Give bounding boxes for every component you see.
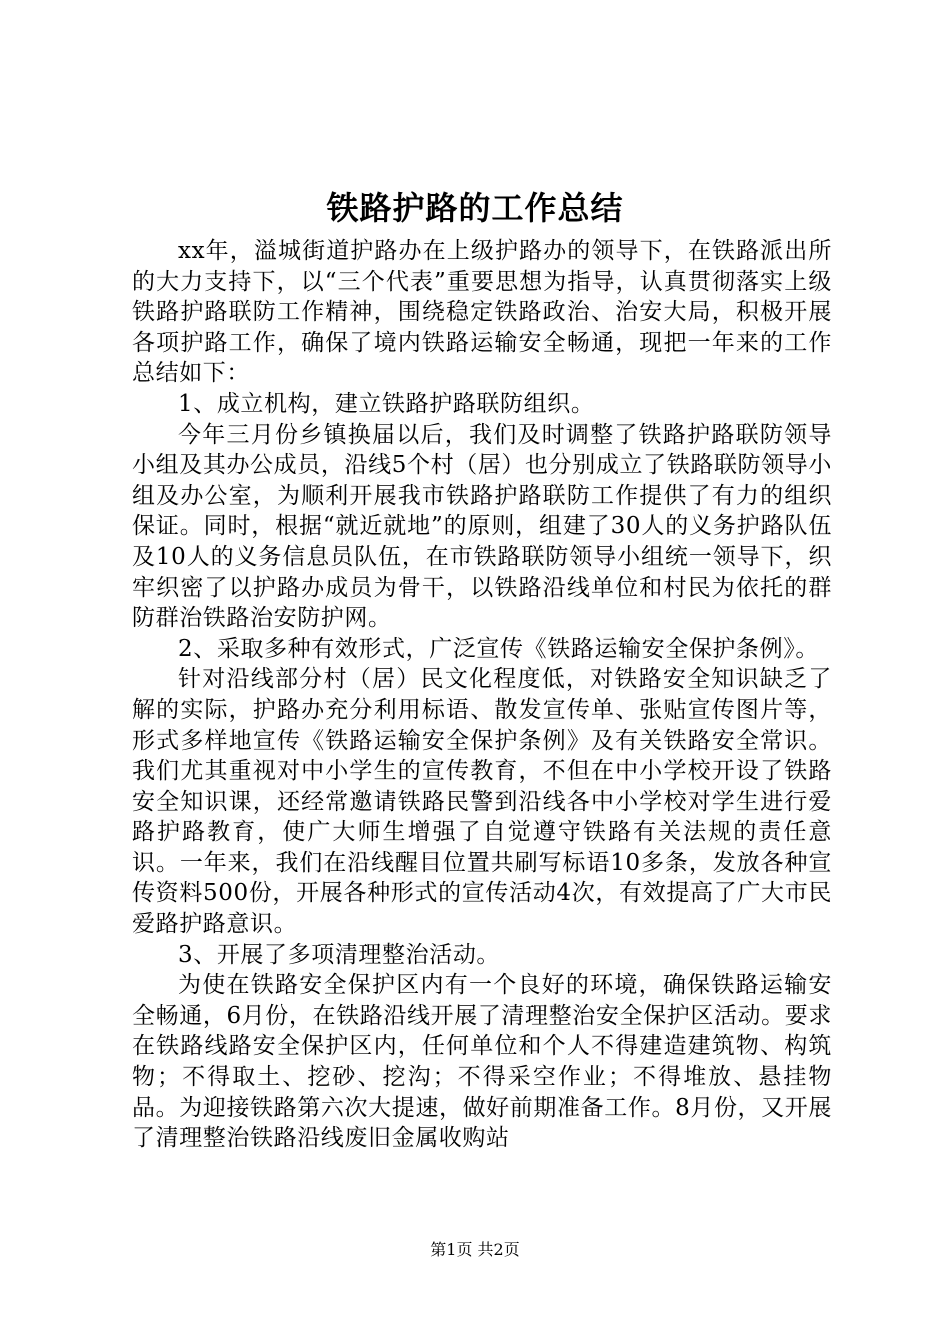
section-paragraph-1: 今年三月份乡镇换届以后，我们及时调整了铁路护路联防领导小组及其办公成员，沿线5个村（居）也分别成立了铁路联防领导小组及办公室，为顺利开展我市铁路护路联防工作提供了有力的组织保证。同时，根据“就近就地”的原则，组建了30人的义务护路队伍及10人的义务信息员队伍，在市铁路联防领导小组统一领导下，织牢织密了以护路办成员为骨干，以铁路沿线单位和村民为依托的群防群治铁路治安防护网。 [132,421,832,632]
section-heading-3: 3、开展了多项清理整治活动。 [178,941,501,968]
document-title: 铁路护路的工作总结 [326,189,624,227]
document-body [132,236,832,1154]
section-paragraph-3: 为使在铁路安全保护区内有一个良好的环境，确保铁路运输安全畅通，6月份，在铁路沿线开展了清理整治安全保护区活动。要求在铁路线路安全保护区内，任何单位和个人不得建造建筑物、构筑物；不得取土、挖砂、挖沟；不得采空作业；不得堆放、悬挂物品。为迎接铁路第六次大提速，做好前期准备工作。8月份，又开展了清理整治铁路沿线废旧金属收购站 [132,972,832,1152]
section-paragraph-2: 针对沿线部分村（居）民文化程度低，对铁路安全知识缺乏了解的实际，护路办充分利用标语、散发宣传单、张贴宣传图片等，形式多样地宣传《铁路运输安全保护条例》及有关铁路安全常识。我们尤其重视对中小学生的宣传教育，不但在中小学校开设了铁路安全知识课，还经常邀请铁路民警到沿线各中小学校对学生进行爱路护路教育，使广大师生增强了自觉遵守铁路有关法规的责任意识。一年来，我们在沿线醒目位置共刷写标语10多条，发放各种宣传资料500份，开展各种形式的宣传活动4次，有效提高了广大市民爱路护路意识。 [132,666,832,938]
intro-paragraph: xx年，溢城街道护路办在上级护路办的领导下，在铁路派出所的大力支持下，以“三个代表”重要思想为指导，认真贯彻落实上级铁路护路联防工作精神，围绕稳定铁路政治、治安大局，积极开展各项护路工作，确保了境内铁路运输安全畅通，现把一年来的工作总结如下： [132,238,832,387]
section-heading-2: 2、采取多种有效形式，广泛宣传《铁路运输安全保护条例》。 [178,635,819,662]
section-heading-1: 1、成立机构，建立铁路护路联防组织。 [178,390,595,417]
page-footer: 第1页 共2页 [430,1240,520,1259]
